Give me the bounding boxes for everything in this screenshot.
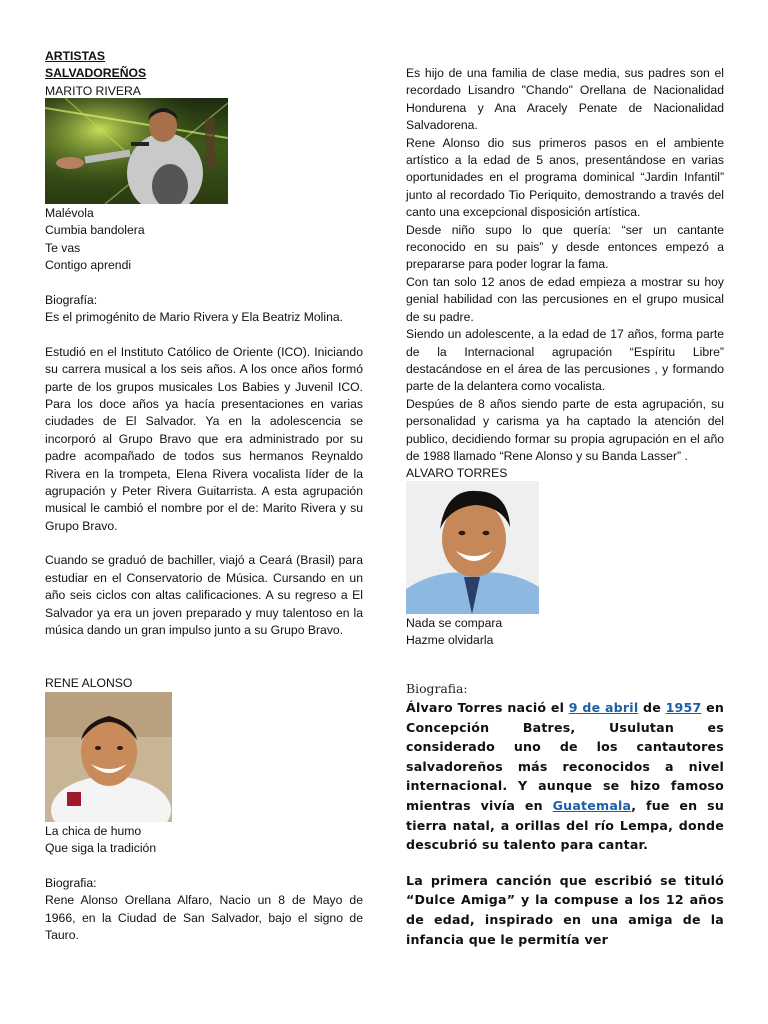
artist1-song: Te vas: [45, 240, 81, 255]
artist1-bio-p2: Estudió en el Instituto Católico de Oriente (ICO). Iniciando su carrera musical a los seis años. A los once años formó parte de los grupos musicales Los Babies y Juvenil ICO. Para los doce años ya hacía presentaciones en varias ciudades de El Salvador. Ya en la adolescencia se incorporó al Grupo Bravo que era administrado por su padre acompañado de todos sus hermanos Reynaldo Rivera en la trompeta, Elena Rivera vocalista líder de la agrupación y Peter Rivera Guitarrista. A esta agrupación musical le cambió el nombre por el de: Marito Rivera y su Grupo Bravo.: [45, 344, 363, 533]
artist3-name: ALVARO TORRES: [406, 466, 508, 480]
rene-alonso-photo: [45, 692, 172, 822]
artist2-song: Que siga la tradición: [45, 841, 157, 856]
artist2-bio-p6: Siendo un adolescente, a la edad de 17 años, forma parte de la Internacional agrupación “Espíritu Libre” destacándose en el área de las percusiones , y formando parte de la delantera como vocalista.: [406, 327, 724, 394]
link-guatemala[interactable]: Guatemala: [552, 797, 632, 813]
artist3-bio-text: de: [638, 700, 666, 715]
artist1-bio-label: Biografía:: [45, 293, 98, 307]
artist3-bio-text: Álvaro Torres nació el: [406, 700, 569, 715]
artist3-bio-label: Biografia:: [406, 681, 468, 696]
artist2-bio-p3: Rene Alonso dio sus primeros pasos en el ambiente artístico a la edad de 5 anos, presentándose en varias oportunidades en el programa dominical “Jardin Infantil” junto al recordado Tio Periquito, demostrando a través del canto una excepcional disposición artística.: [406, 135, 724, 220]
artist1-song: Cumbia bandolera: [45, 223, 145, 238]
alvaro-torres-photo: [406, 481, 539, 614]
link-1957[interactable]: 1957: [665, 700, 702, 715]
artist2-bio-p5: Con tan solo 12 anos de edad empieza a mostrar su hoy genial habilidad con las percusiones en el grupo musical de su padre.: [406, 274, 724, 324]
heading-salvadorenos: SALVADOREÑOS: [45, 66, 147, 81]
artist1-song: Malévola: [45, 206, 94, 220]
artist2-bio-p7: Despúes de 8 años siendo parte de esta agrupación, su personalidad y carisma ya ha captado la atención del publico, decidiendo formar su propia agrupación en el año de 1988 llamado “Rene Alonso y su Banda Lasser” .: [406, 396, 724, 463]
artist1-song: Contigo aprendi: [45, 258, 132, 273]
heading-artistas: ARTISTAS: [45, 49, 106, 63]
artist3-song: Nada se compara: [406, 616, 503, 630]
marito-rivera-photo: [45, 98, 228, 204]
artist2-bio-label: Biografia:: [45, 876, 97, 890]
artist1-bio-p1: Es el primogénito de Mario Rivera y Ela Beatriz Molina.: [45, 310, 344, 325]
artist3-bio-text: , fue en su tierra natal, a orillas del río Lempa, donde descubrió su talento para cantar.: [406, 797, 724, 853]
link-9-de-abril[interactable]: 9 de abril: [568, 700, 639, 715]
artist3-song: Hazme olvidarla: [406, 633, 494, 648]
artist2-bio-p1: Rene Alonso Orellana Alfaro, Nacio un 8 de Mayo de 1966, en la Ciudad de San Salvador, bajo el signo de Tauro.: [45, 893, 363, 943]
artist2-song: La chica de humo: [45, 824, 142, 838]
artist2-bio-p4: Desde niño supo lo que quería: “ser un cantante reconocido en su pais” y desde entonces empezó a prepararse para poder lograr la fama.: [406, 222, 724, 272]
artist1-name: MARITO RIVERA: [45, 83, 141, 98]
artist3-bio-text: en Concepción Batres, Usulutan es considerado uno de los cantautores salvadoreños más reconocidos a nivel internacional. Y aunque se hizo famoso mientras vivía en: [406, 700, 724, 813]
artist3-bio-p1: [406, 698, 724, 855]
artist2-bio-p2: Es hijo de una familia de clase media, sus padres son el recordado Lisandro "Chando" Orellana de Nacionalidad Hondurena y Ana Aracely Penate de Nacionalidad Salvadorena.: [406, 66, 724, 133]
artist2-name: RENE ALONSO: [45, 676, 133, 690]
artist1-bio-p3: Cuando se graduó de bachiller, viajó a Ceará (Brasil) para estudiar en el Conservatorio de Música. Cursando en un año seis ciclos con altas calificaciones. A su regreso a El Salvador ya era un joven preparado y muy talentoso en la música dando un gran impulso junto a su Grupo Bravo.: [45, 553, 363, 637]
artist3-bio-p2: La primera canción que escribió se tituló “Dulce Amiga” y la compuse a los 12 años de edad, inspirado en una amiga de la infancia que le permitía ver: [406, 872, 724, 947]
